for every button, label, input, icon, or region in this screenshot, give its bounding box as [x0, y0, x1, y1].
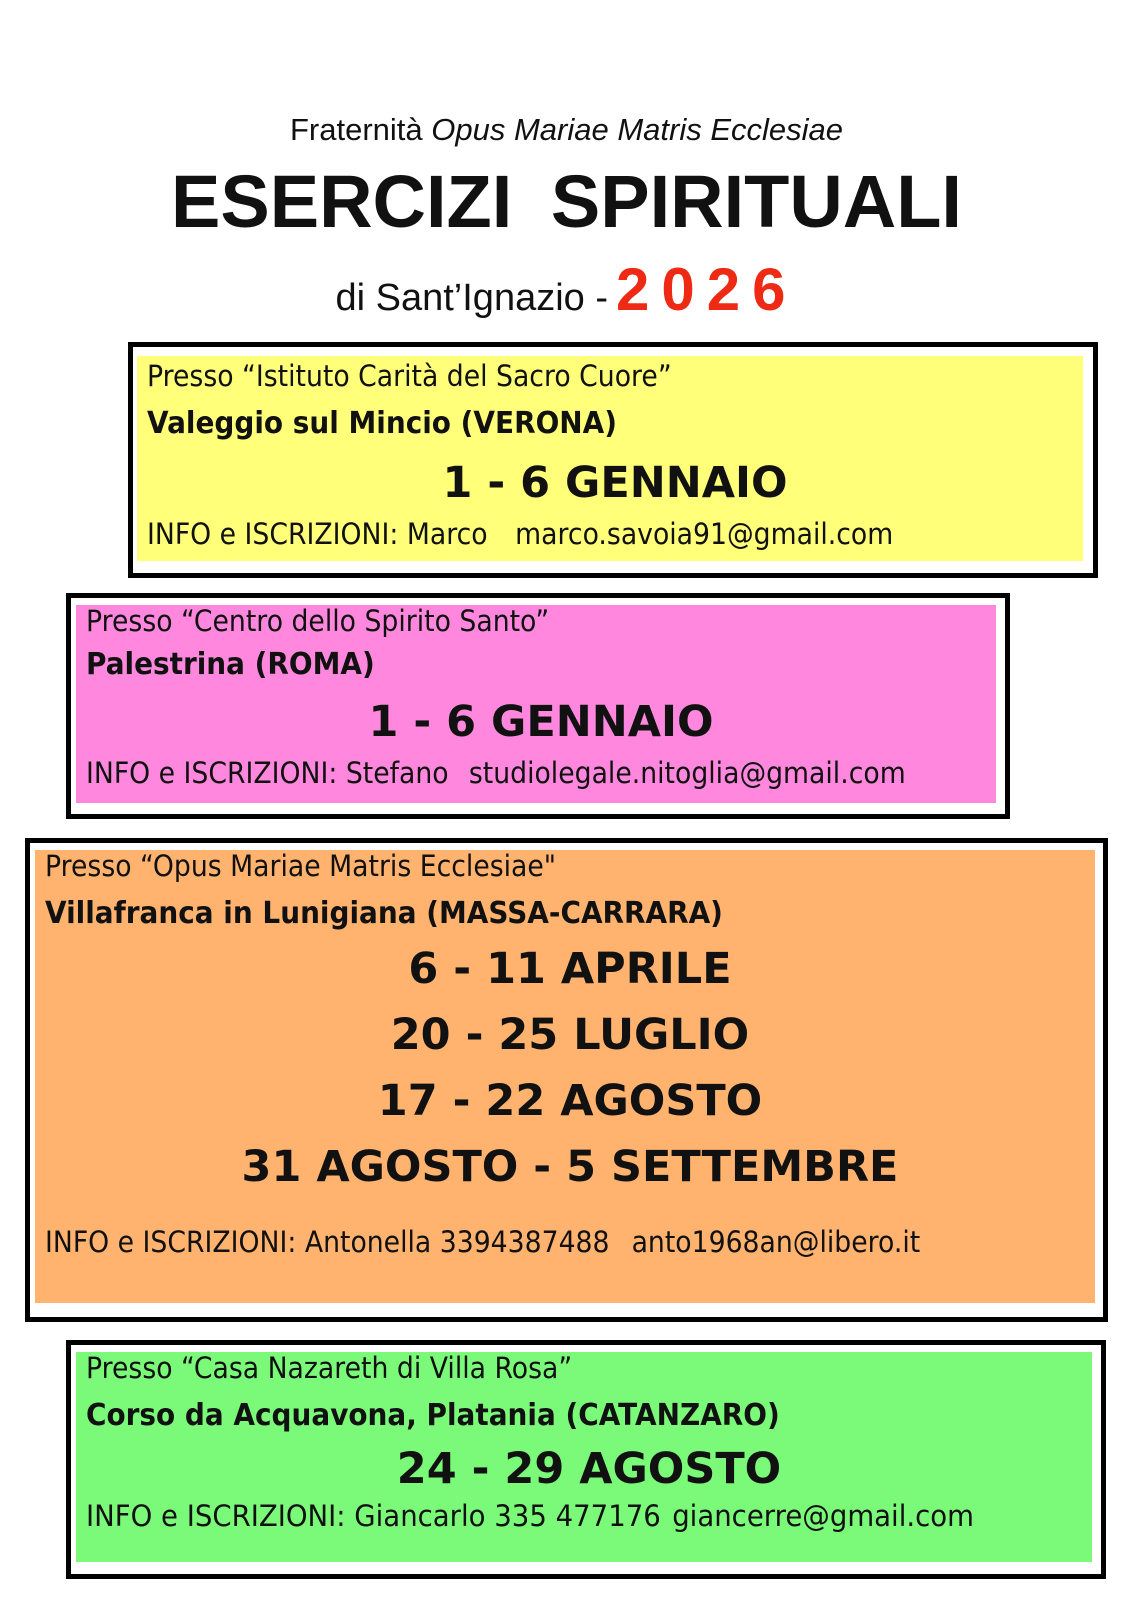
retreat-card	[76, 605, 996, 803]
retreat-info	[86, 1498, 1092, 1534]
retreat-info	[45, 1224, 1095, 1260]
retreat-date: 24 - 29 AGOSTO	[396, 1444, 782, 1494]
year: 2026	[616, 256, 798, 323]
contact-email[interactable]: giancerre@gmail.com	[672, 1499, 974, 1533]
retreat-card	[76, 1352, 1092, 1562]
retreat-date: 1 - 6 GENNAIO	[442, 458, 788, 508]
retreat-place: Palestrina (ROMA)	[86, 647, 375, 682]
retreat-place: Valeggio sul Mincio (VERONA)	[147, 406, 617, 441]
retreat-place: Villafranca in Lunigiana (MASSA-CARRARA)	[45, 896, 723, 931]
fraternity-prefix: Fraternità	[289, 112, 423, 147]
info-label: INFO e ISCRIZIONI: Giancarlo 335 477176	[86, 1499, 661, 1533]
retreat-place: Corso da Acquavona, Platania (CATANZARO)	[86, 1398, 780, 1433]
retreat-venue: Presso “Istituto Carità del Sacro Cuore”	[147, 359, 672, 393]
fraternity-line	[0, 110, 1133, 150]
contact-email[interactable]: anto1968an@libero.it	[631, 1225, 921, 1259]
info-label: INFO e ISCRIZIONI: Marco	[147, 517, 488, 551]
info-label: INFO e ISCRIZIONI: Stefano	[86, 756, 449, 790]
contact-email[interactable]: marco.savoia91@gmail.com	[515, 517, 894, 551]
page-title: ESERCIZI SPIRITUALI	[171, 160, 962, 243]
retreat-date: 20 - 25 LUGLIO	[390, 1010, 750, 1060]
retreat-info	[147, 516, 1083, 552]
retreat-venue: Presso “Centro dello Spirito Santo”	[86, 604, 550, 638]
info-label: INFO e ISCRIZIONI: Antonella 3394387488	[45, 1225, 610, 1259]
subtitle: di Sant’Ignazio -	[335, 277, 608, 319]
retreat-info	[86, 755, 996, 791]
retreat-venue: Presso “Casa Nazareth di Villa Rosa”	[86, 1351, 573, 1385]
fraternity-name: Opus Mariae Matris Ecclesiae	[431, 112, 844, 147]
retreat-date: 6 - 11 APRILE	[408, 944, 732, 994]
contact-email[interactable]: studiolegale.nitoglia@gmail.com	[468, 756, 906, 790]
retreat-card	[137, 356, 1083, 561]
retreat-card	[35, 850, 1095, 1303]
retreat-date: 17 - 22 AGOSTO	[377, 1076, 763, 1126]
retreat-date: 1 - 6 GENNAIO	[368, 697, 714, 747]
retreat-venue: Presso “Opus Mariae Matris Ecclesiae"	[45, 849, 557, 883]
subtitle-line	[0, 256, 1133, 328]
retreat-date: 31 AGOSTO - 5 SETTEMBRE	[241, 1142, 899, 1192]
